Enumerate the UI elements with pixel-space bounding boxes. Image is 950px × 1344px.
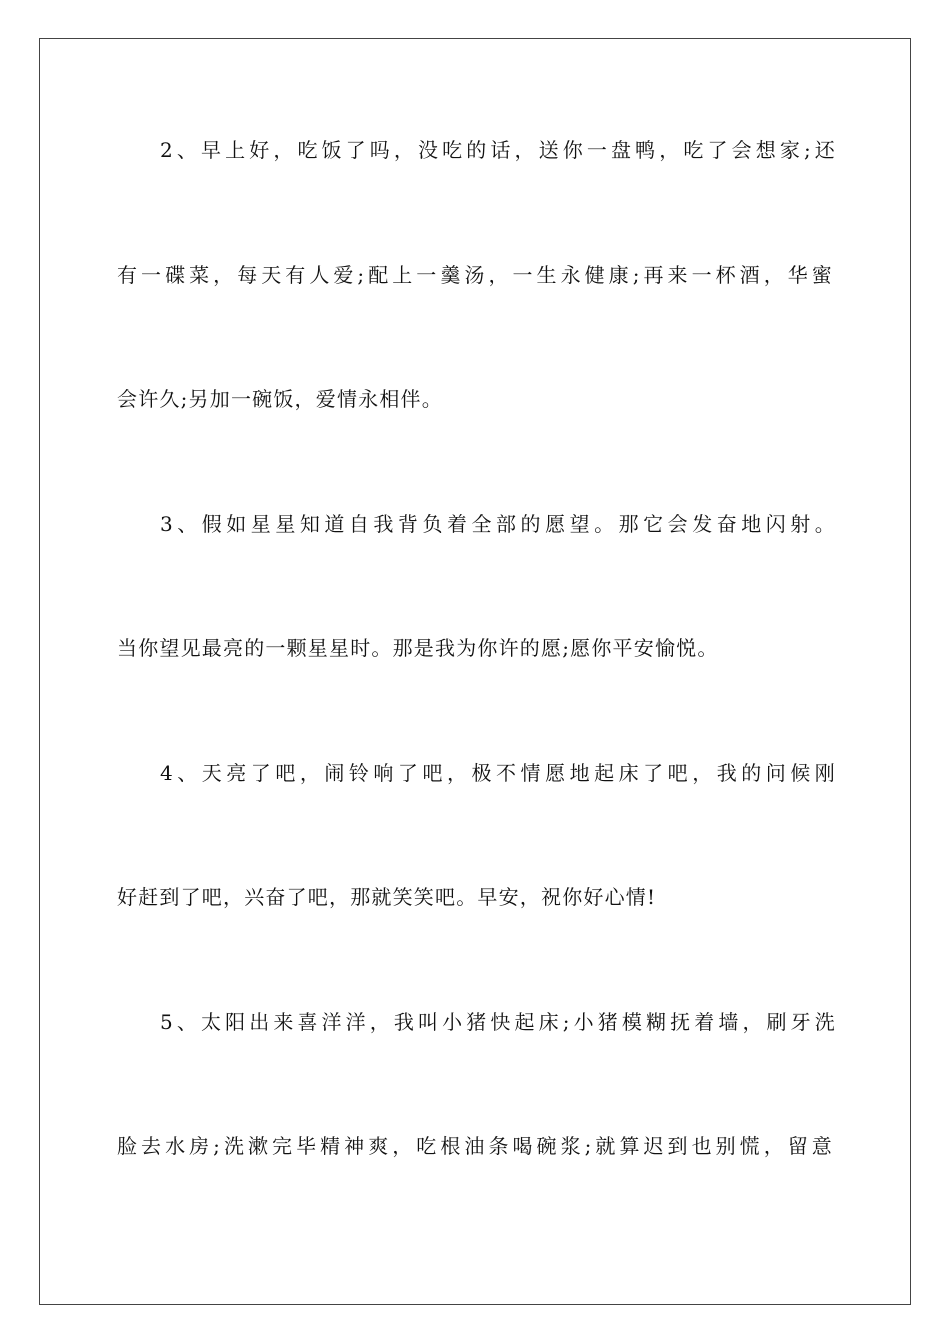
text-line-4: 3、假如星星知道自我背负着全部的愿望。那它会发奋地闪射。 bbox=[160, 512, 836, 536]
text-line-3: 会许久;另加一碗饭，爱情永相伴。 bbox=[117, 387, 443, 411]
text-line-2: 有一碟菜，每天有人爱;配上一羹汤，一生永健康;再来一杯酒，华蜜 bbox=[117, 263, 833, 287]
text-line-9: 脸去水房;洗漱完毕精神爽，吃根油条喝碗浆;就算迟到也别慌，留意 bbox=[117, 1134, 833, 1158]
text-line-1: 2、早上好，吃饭了吗，没吃的话，送你一盘鸭，吃了会想家;还 bbox=[160, 138, 836, 162]
text-line-6: 4、天亮了吧，闹铃响了吧，极不情愿地起床了吧，我的问候刚 bbox=[160, 761, 836, 785]
text-line-7: 好赶到了吧，兴奋了吧，那就笑笑吧。早安，祝你好心情! bbox=[117, 885, 657, 909]
page-frame bbox=[39, 38, 911, 1305]
text-line-8: 5、太阳出来喜洋洋，我叫小猪快起床;小猪模糊抚着墙，刷牙洗 bbox=[160, 1010, 836, 1034]
text-line-5: 当你望见最亮的一颗星星时。那是我为你许的愿;愿你平安愉悦。 bbox=[117, 636, 719, 660]
